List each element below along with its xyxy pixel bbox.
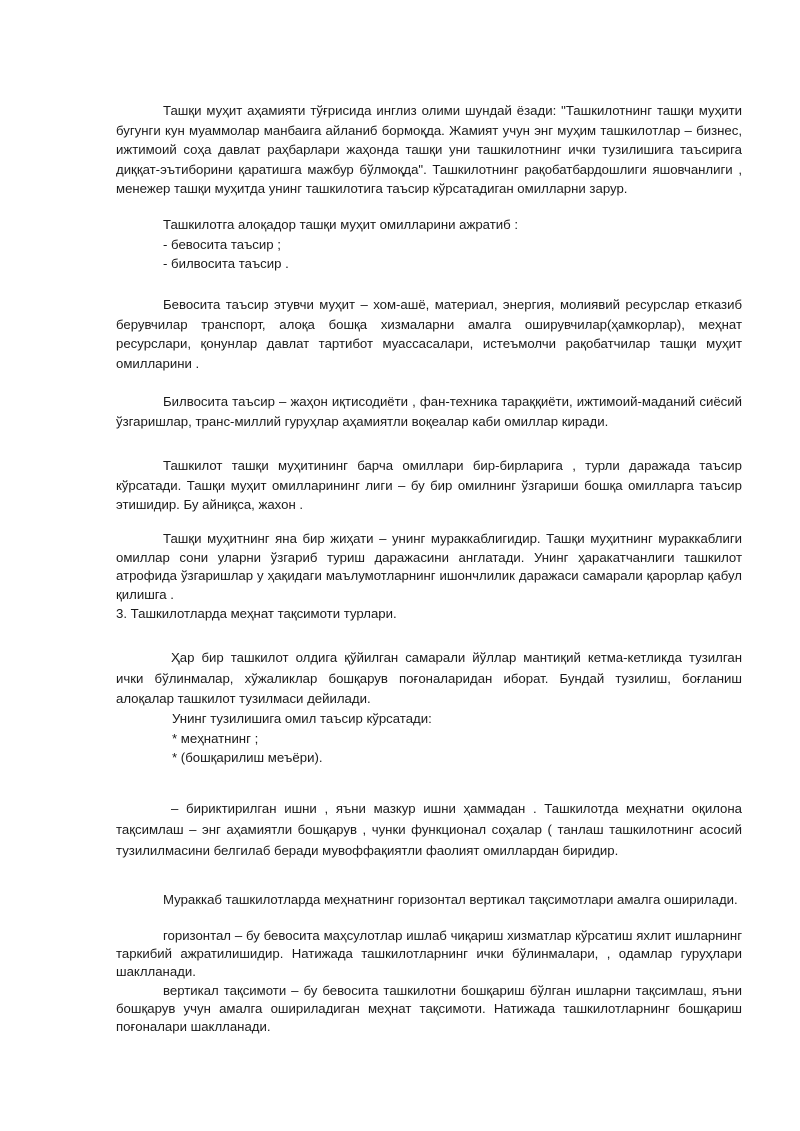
structure-factors-intro: Унинг тузилишига омил таъсир кўрсатади:: [172, 711, 432, 726]
paragraph-vertical-division: вертикал тақсимоти – бу бевосита ташкилотни бошқариш бўлган ишларни тақсимлаш, яъни бошқарув учун амалга ошириладиган меҳнат тақсимоти. Натижада ташкилотларнинг бошқариш поғоналари шаклланади.: [116, 983, 742, 1034]
paragraph-outer-environment-importance: Ташқи муҳит аҳамияти тўғрисида инглиз олими шундай ёзади: "Ташкилотнинг ташқи муҳити бугунги кун муаммолар манбаига айланиб бормоқда. Жамият учун энг муҳим ташкилотлар – бизнес, ижтимоий соҳа давлат раҳбарлари жаҳонда ташқи уни ташкилотнинг ички тузилишига таъсирига диққат-эътиборини қаратишга мажбур бўлмоқда". Ташкилотнинг рақобатбардошлиги яшовчанлиги , менежер ташқи муҳитда унинг ташкилотига таъсир кўрсатадиган омилларни зарур.: [116, 103, 742, 196]
section-heading-3: 3. Ташкилотларда меҳнат тақсимоти турлари.: [116, 606, 397, 621]
paragraph-structure: Ҳар бир ташкилот олдига қўйилган самарали йўллар мантиқий кетма-кетликда тузилган ички бўлинмалар, хўжаликлар бошқарув поғоналаридан иборат. Бундай тузилиш, боғланиш алоқалар ташкилот тузилмаси дейилади.: [116, 650, 742, 706]
paragraph-complexity: Ташқи муҳитнинг яна бир жиҳати – унинг мураккаблигидир. Ташқи муҳитнинг мураккаблиги омиллар сони уларни ўзгариб туриш даражасини англатади. Унинг ҳаракатчанлиги ташкилот атрофида ўзгаришлар у ҳақидаги маълумотларнинг ишончлилик даражаси самарали қарорлар қабул қилишга .: [116, 531, 742, 602]
factors-list-item-indirect: - билвосита таъсир .: [163, 256, 289, 271]
structure-factors-list: [172, 709, 742, 768]
paragraph-division-of-labor: – бириктирилган ишни , яъни мазкур ишни ҳаммадан . Ташкилотда меҳнатни оқилона тақсимлаш – энг аҳамиятли бошқарув , чунки функционал соҳалар ( танлаш ташкилотнинг асосий тузилилмасини белгилаб беради мувоффақиятли фаолият омиллардан биридир.: [116, 801, 742, 858]
factors-list-item-direct: - бевосита таъсир ;: [163, 236, 281, 252]
paragraph-indirect-influence: Билвосита таъсир – жаҳон иқтисодиёти , фан-техника тараққиёти, ижтимоий-маданий сиёсий ўзгаришлар, транс-миллий гуруҳлар аҳамиятли воқеалар каби омиллар киради.: [116, 394, 742, 429]
paragraph-complex-organizations: Мураккаб ташкилотларда меҳнатнинг горизонтал вертикал тақсимотлари амалга оширилади.: [163, 892, 738, 907]
factors-list: [163, 215, 743, 274]
structure-factors-item-management-norm: * (бошқарилиш меъёри).: [172, 750, 323, 765]
structure-factors-item-labor: * меҳнатнинг ;: [172, 730, 259, 746]
paragraph-direct-influence: Бевосита таъсир этувчи муҳит – хом-ашё, материал, энергия, молиявий ресурслар етказиб берувчилар транспорт, алоқа бошқа хизмаларни амалга оширувчилар(ҳамкорлар), меҳнат ресурслари, қонунлар давлат тартибот муассасалари, истеъмолчи рақобатчилар ташқи муҳит омилларини .: [116, 297, 742, 371]
paragraph-interrelation: Ташкилот ташқи муҳитининг барча омиллари бир-бирларига , турли даражада таъсир кўрсатади. Ташқи муҳит омилларининг лиги – бу бир омилнинг ўзгариши бошқа омилларга таъсир этишидир. Бу айниқса, жахон .: [116, 458, 742, 512]
paragraph-horizontal-division: горизонтал – бу бевосита маҳсулотлар ишлаб чиқариш хизматлар кўрсатиш яхлит ишларнинг таркибий ажратилишидир. Натижада ташкилотларнинг ички бўлинмалари, , одамлар гуруҳлари шаклланади.: [116, 928, 742, 979]
factors-list-intro: Ташкилотга алоқадор ташқи муҳит омилларини ажратиб :: [163, 217, 519, 232]
